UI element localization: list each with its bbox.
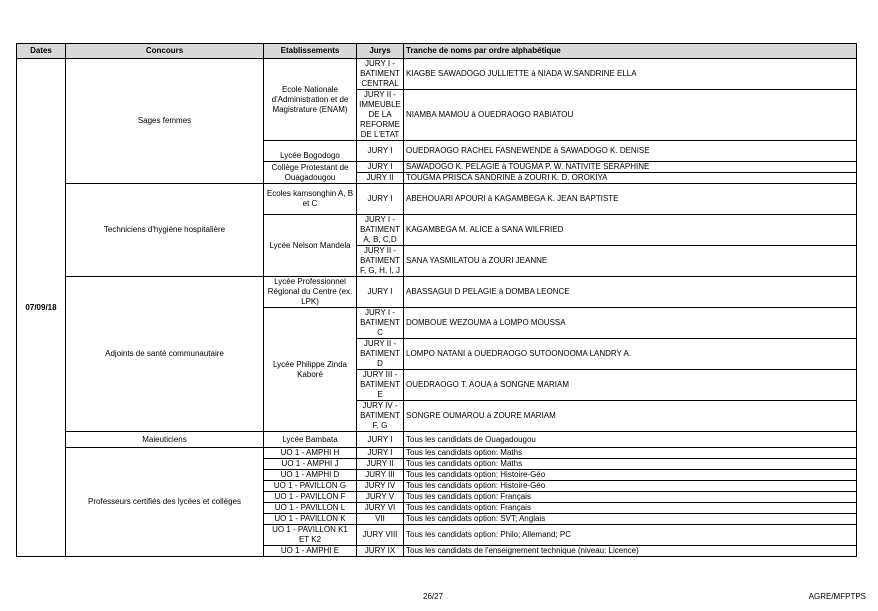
tranche-cell: LOMPO NATANI à OUEDRAOGO SUTOONOOMA LANDRY A.: [404, 339, 857, 370]
table-row: [17, 432, 857, 448]
jury-cell: JURY III: [357, 470, 404, 481]
etablissement-name: UO 1 - PAVILLON G: [264, 481, 357, 492]
header-etablissements: Etablissements: [264, 44, 357, 59]
concours-name: Professeurs certifiés des lycées et collèges: [66, 448, 264, 557]
tranche-cell: OUEDRAOGO RACHEL FASNEWENDE à SAWADOGO K. DENISE: [404, 141, 857, 162]
jury-cell: JURY II - BATIMENT D: [357, 339, 404, 370]
table-row: [17, 277, 857, 308]
etablissement-name: UO 1 - PAVILLON F: [264, 492, 357, 503]
tranche-cell: NIAMBA MAMOU à OUEDRAOGO RABIATOU: [404, 90, 857, 141]
header-tranche: Tranche de noms par ordre alphabétique: [404, 44, 857, 59]
tranche-cell: KIAGBE SAWADOGO JULLIETTE à NIADA W.SANDRINE ELLA: [404, 59, 857, 90]
jury-cell: JURY IX: [357, 546, 404, 557]
tranche-cell: Tous les candidats option: Histoire-Géo: [404, 470, 857, 481]
jury-cell: JURY VI: [357, 503, 404, 514]
table-row: [17, 448, 857, 459]
etablissement-name: Lycée Bogodogo: [264, 141, 357, 162]
jury-cell: JURY I: [357, 141, 404, 162]
jury-cell: JURY IV - BATIMENT F, G: [357, 401, 404, 432]
jury-cell: JURY II: [357, 459, 404, 470]
tranche-cell: TOUGMA PRISCA SANDRINE à ZOURI K. D. OROKIYA: [404, 173, 857, 184]
jury-cell: JURY I: [357, 432, 404, 448]
header-jurys: Jurys: [357, 44, 404, 59]
table-row: [17, 184, 857, 215]
etablissement-name: Lycée Bambata: [264, 432, 357, 448]
etablissement-name: Lycée Professionnel Régional du Centre (ex. LPK): [264, 277, 357, 308]
footer-org: AGRE/MFPTPS: [808, 592, 866, 601]
header-row: [17, 44, 857, 59]
etablissement-name: UO 1 - AMPHI H: [264, 448, 357, 459]
header-concours: Concours: [66, 44, 264, 59]
jury-cell: JURY VIII: [357, 525, 404, 546]
etablissement-name: Lycée Philippe Zinda Kaboré: [264, 308, 357, 432]
tranche-cell: Tous les candidats de Ouagadougou: [404, 432, 857, 448]
jury-cell: JURY I - BATIMENT A, B, C,D: [357, 215, 404, 246]
tranche-cell: Tous les candidats option: Français: [404, 492, 857, 503]
tranche-cell: SANA YASMILATOU à ZOURI JEANNE: [404, 246, 857, 277]
jury-cell: JURY I - BATIMENT C: [357, 308, 404, 339]
tranche-cell: Tous les candidats option: Maths: [404, 459, 857, 470]
jury-cell: JURY V: [357, 492, 404, 503]
etablissement-name: UO 1 - AMPHI E: [264, 546, 357, 557]
jury-cell: JURY I - BATIMENT CENTRAL: [357, 59, 404, 90]
tranche-cell: OUEDRAOGO T. AOUA à SONGNE MARIAM: [404, 370, 857, 401]
tranche-cell: Tous les candidats option: Maths: [404, 448, 857, 459]
tranche-cell: Tous les candidats option: SVT; Anglais: [404, 514, 857, 525]
concours-name: Sages femmes: [66, 59, 264, 184]
tranche-cell: KAGAMBEGA M. ALICE à SANA WILFRIED: [404, 215, 857, 246]
tranche-cell: SAWADOGO K. PELAGIE à TOUGMA P. W. NATIVITE SERAPHINE: [404, 162, 857, 173]
tranche-cell: SONGRE OUMAROU à ZOURE MARIAM: [404, 401, 857, 432]
tranche-cell: Tous les candidats option: Français: [404, 503, 857, 514]
etablissement-name: Collège Protestant de Ouagadougou: [264, 162, 357, 184]
etablissement-name: UO 1 - PAVILLON L: [264, 503, 357, 514]
header-dates: Dates: [17, 44, 66, 59]
jury-cell: VII: [357, 514, 404, 525]
jury-cell: JURY III - BATIMENT E: [357, 370, 404, 401]
jury-cell: JURY I: [357, 162, 404, 173]
table-row: [17, 59, 857, 90]
jury-cell: JURY II - IMMEUBLE DE LA REFORME DE L'ETAT: [357, 90, 404, 141]
etablissement-name: UO 1 - PAVILLON K1 ET K2: [264, 525, 357, 546]
etablissement-name: Ecoles kamsonghin A, B et C: [264, 184, 357, 215]
tranche-cell: ABASSAGUI D PELAGIE à DOMBA LEONCE: [404, 277, 857, 308]
tranche-cell: Tous les candidats de l'enseignement technique (niveau: Licence): [404, 546, 857, 557]
etablissement-name: UO 1 - AMPHI J: [264, 459, 357, 470]
jury-cell: JURY I: [357, 277, 404, 308]
tranche-cell: Tous les candidats option: Philo; Allemand; PC: [404, 525, 857, 546]
etablissement-name: UO 1 - PAVILLON K: [264, 514, 357, 525]
concours-name: Techniciens d'hygiène hospitalière: [66, 184, 264, 277]
concours-name: Adjoints de santé communautaire: [66, 277, 264, 432]
page-number: 26/27: [423, 592, 444, 601]
exam-schedule-table: [16, 43, 857, 557]
jury-cell: JURY II: [357, 173, 404, 184]
exam-date: 07/09/18: [17, 59, 66, 557]
jury-cell: JURY I: [357, 184, 404, 215]
jury-cell: JURY II - BATIMENT F, G, H, I, J: [357, 246, 404, 277]
concours-name: Maieuticiens: [66, 432, 264, 448]
etablissement-name: Ecole Nationale d'Administration et de Magistrature (ENAM): [264, 59, 357, 141]
etablissement-name: UO 1 - AMPHI D: [264, 470, 357, 481]
tranche-cell: DOMBOUE WEZOUMA à LOMPO MOUSSA: [404, 308, 857, 339]
jury-cell: JURY IV: [357, 481, 404, 492]
tranche-cell: ABEHOUARI APOURI à KAGAMBEGA K. JEAN BAPTISTE: [404, 184, 857, 215]
tranche-cell: Tous les candidats option: Histoire-Géo: [404, 481, 857, 492]
jury-cell: JURY I: [357, 448, 404, 459]
etablissement-name: Lycée Nelson Mandela: [264, 215, 357, 277]
